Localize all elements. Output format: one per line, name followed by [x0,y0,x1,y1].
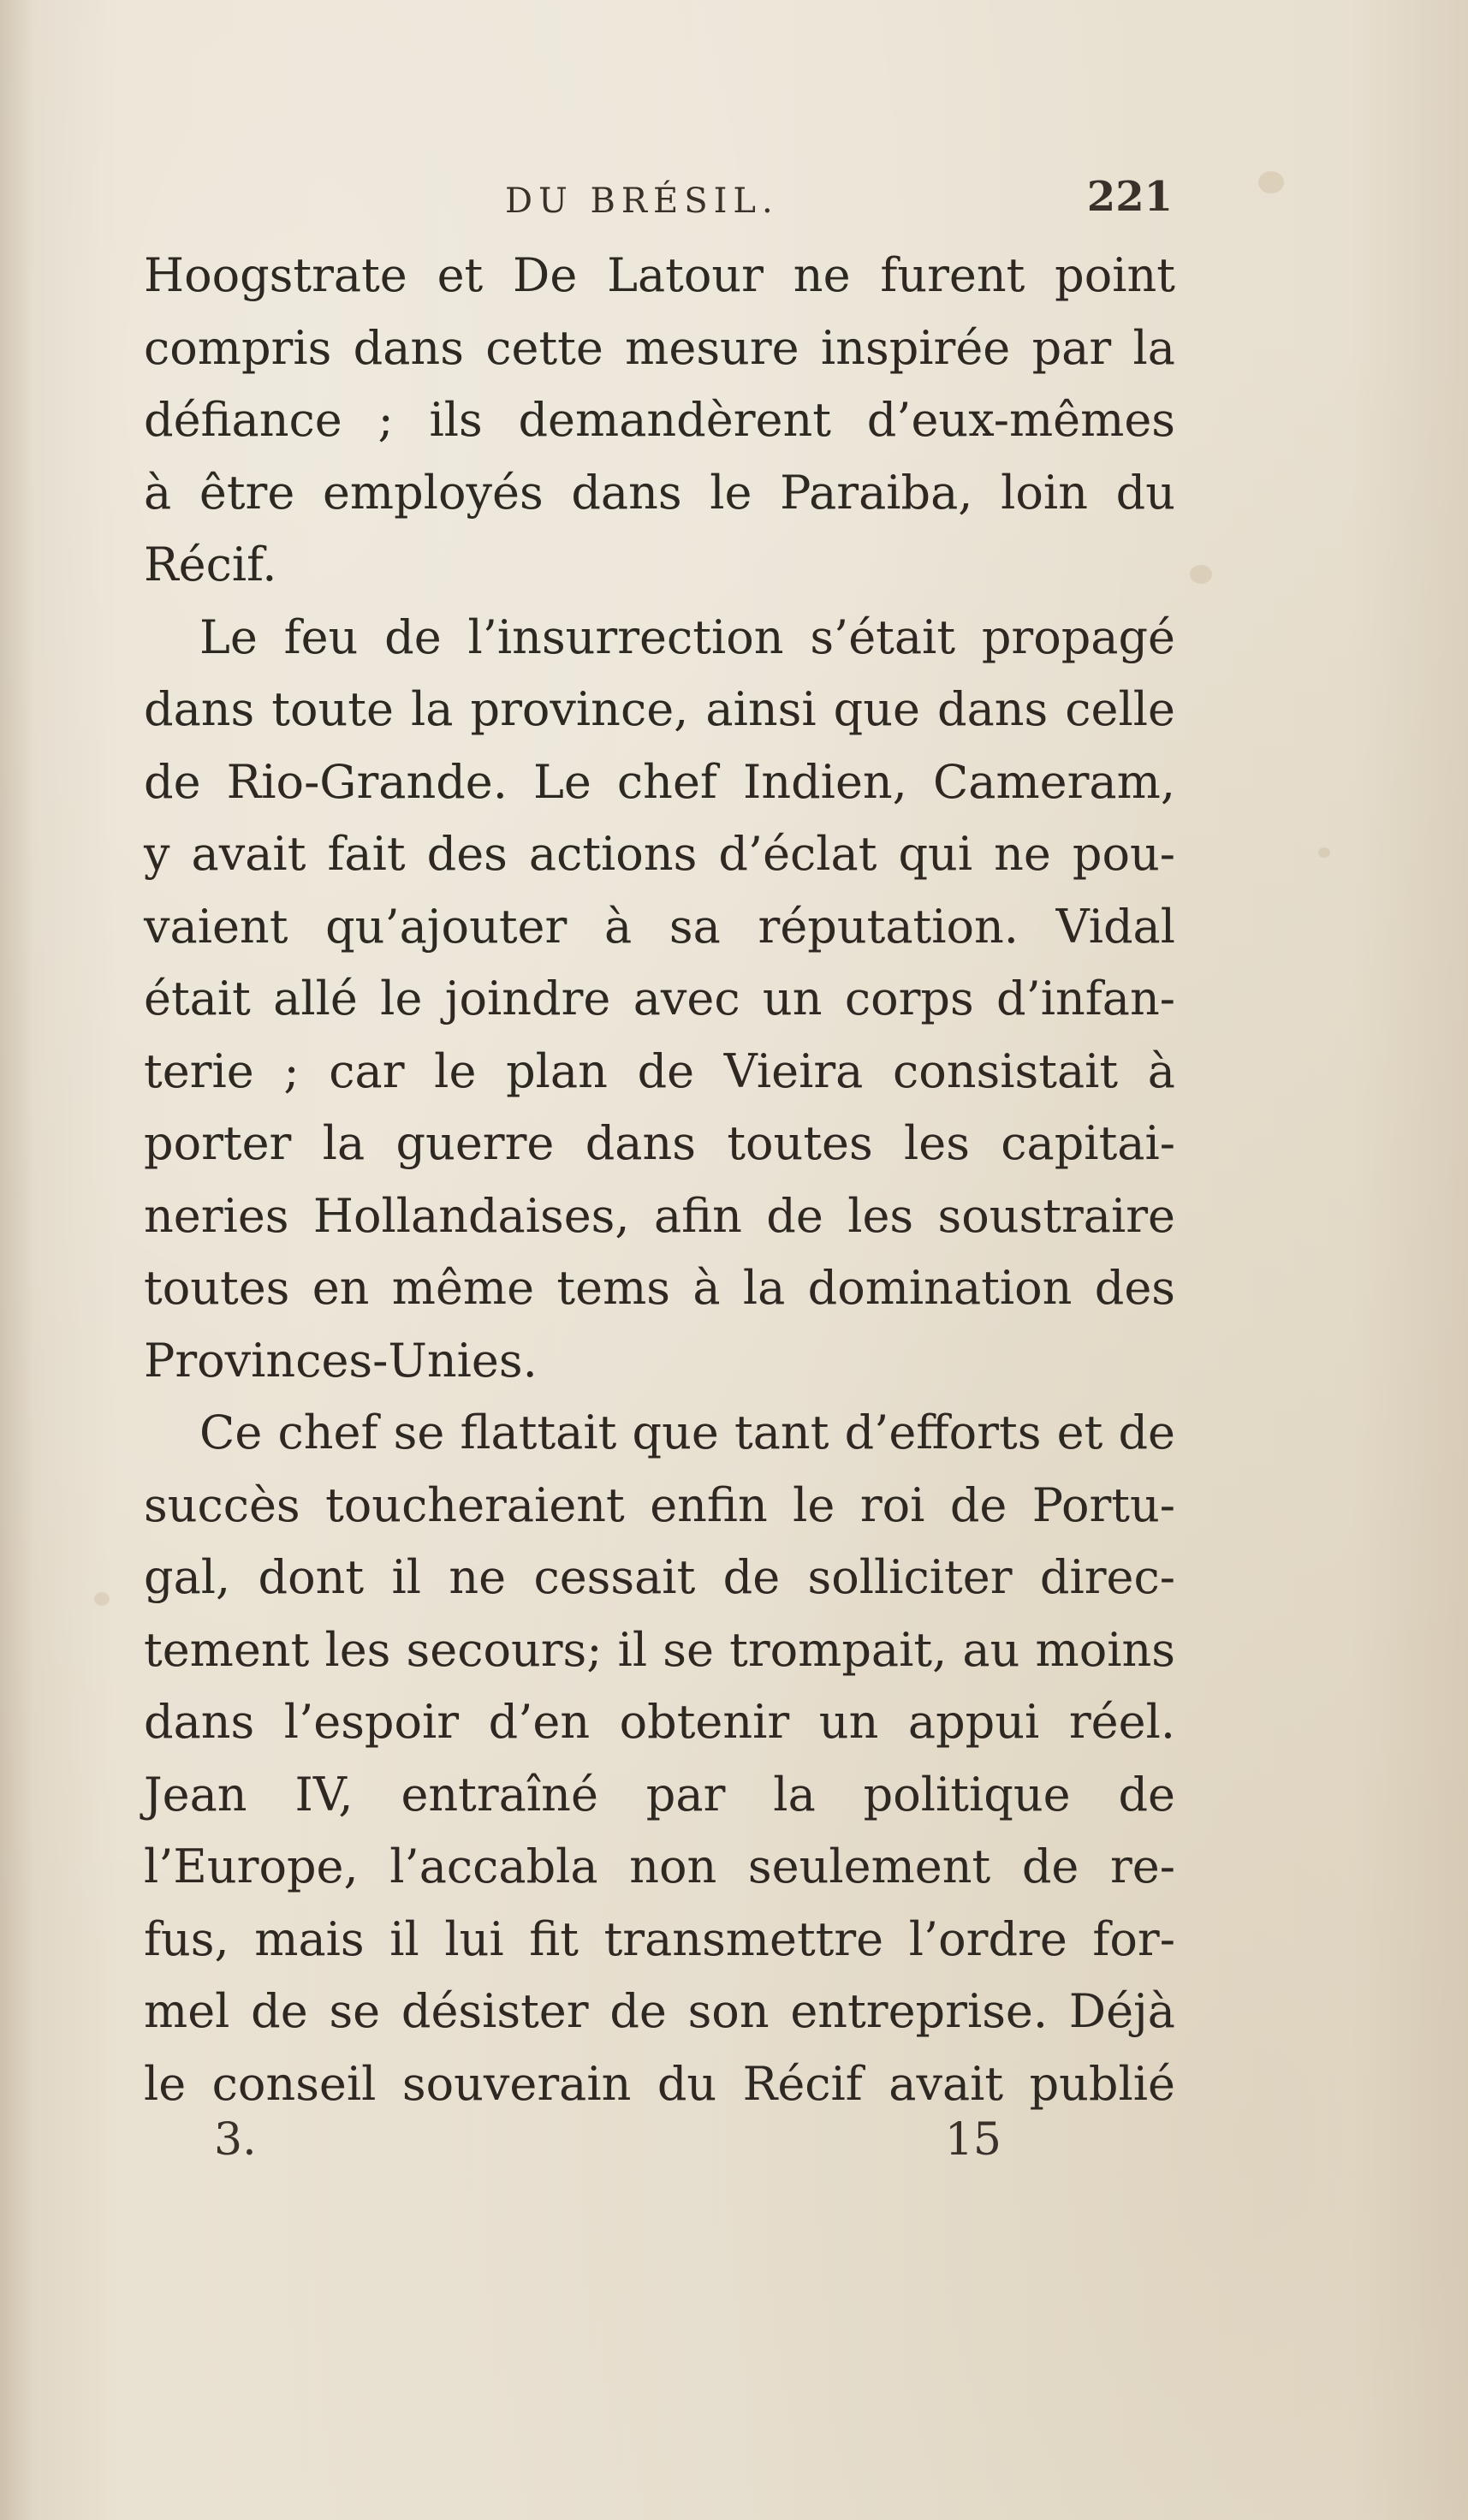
text-line: Hoogstrate et De Latour ne furent point [144,248,1175,302]
body-text [144,240,1175,2120]
page-edge-shadow [0,0,34,2520]
text-line: tement les secours; il se trompait, au moins [144,1622,1175,1677]
text-line: porter la guerre dans toutes les capitai- [144,1116,1175,1170]
text-line: l’Europe, l’accabla non seulement de re- [144,1839,1175,1893]
foxing-spot [1318,847,1330,858]
text-line: à être employés dans le Paraiba, loin du [144,465,1175,520]
text-line: Le feu de l’insurrection s’était propagé [199,609,1175,664]
text-line: le conseil souverain du Récif avait publié [144,2056,1175,2111]
page-number: 221 [1086,173,1173,221]
text-line: défiance ; ils demandèrent d’eux-mêmes [144,393,1175,447]
text-line: Ce chef se flattait que tant d’efforts et de [199,1406,1175,1459]
text-line: Récif. [144,538,277,591]
foxing-spot [1190,565,1212,584]
text-line: neries Hollandaises, afin de les soustraire [144,1188,1175,1243]
text-line: dans l’espoir d’en obtenir un appui réel. [144,1695,1175,1749]
text-line: y avait fait des actions d’éclat qui ne pou- [144,827,1175,881]
text-line: terie ; car le plan de Vieira consistait à [144,1043,1175,1098]
text-line: dans toute la province, ainsi que dans celle [144,682,1175,736]
text-line: toutes en même tems à la domination des [144,1261,1175,1315]
page-footer [214,2114,1001,2183]
gathering-number: 15 [944,2114,1001,2166]
text-line: succès toucheraient enfin le roi de Portu- [144,1477,1175,1532]
text-line: de Rio-Grande. Le chef Indien, Cameram, [144,754,1175,809]
text-line: Jean IV, entraîné par la politique de [144,1767,1175,1822]
text-line: gal, dont il ne cessait de solliciter direc- [144,1550,1175,1604]
text-line: vaient qu’ajouter à sa réputation. Vidal [144,899,1175,954]
text-line: était allé le joindre avec un corps d’infan- [144,972,1175,1025]
text-line: compris dans cette mesure inspirée par la [144,320,1175,375]
foxing-spot [94,1592,110,1606]
page-header [150,169,1173,229]
signature-mark: 3. [214,2114,257,2166]
running-title: DU BRÉSIL. [505,181,779,221]
text-line: mel de se désister de son entreprise. Déjà [144,1984,1175,2038]
text-line: Provinces-Unies. [144,1333,538,1388]
text-line: fus, mais il lui fit transmettre l’ordre for- [144,1911,1175,1966]
foxing-spot [1258,171,1284,193]
